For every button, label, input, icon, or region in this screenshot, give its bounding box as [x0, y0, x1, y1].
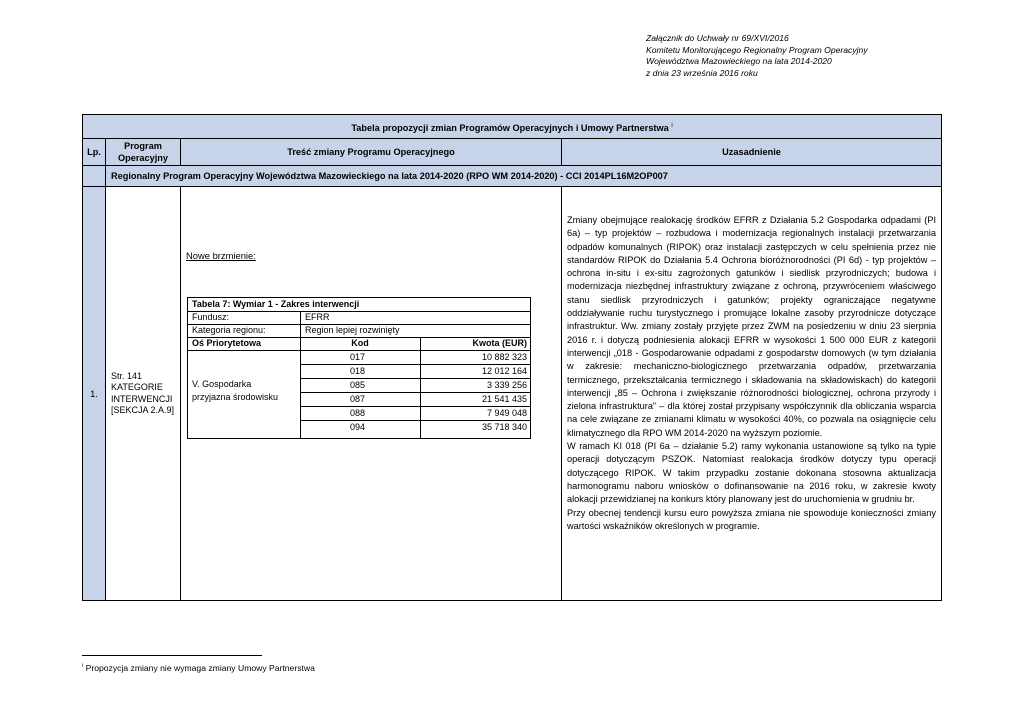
fund-value: EFRR: [305, 312, 330, 322]
header-note: [646, 33, 986, 79]
header-note-line: Komitetu Monitorującego Regionalny Program Operacyjny: [646, 44, 868, 55]
reference-line: KATEGORIE: [111, 382, 163, 392]
region-label: Kategoria regionu:: [192, 325, 266, 335]
header-lp: Lp.: [83, 139, 106, 165]
footnote-reference[interactable]: i: [671, 123, 673, 129]
code-cell: 088: [350, 408, 366, 418]
footnote-separator: [82, 655, 262, 656]
axis-name-line: przyjazna środowisku: [192, 392, 279, 402]
intervention-table: [187, 297, 531, 439]
col-code-header: Kod: [351, 338, 369, 348]
axis-name-line: V. Gospodarka: [192, 379, 252, 389]
code-cell: 087: [350, 394, 366, 404]
fund-label: Fundusz:: [192, 312, 230, 322]
amount-cell: 10 882 323: [481, 352, 527, 362]
col-amount-header: Kwota (EUR): [472, 338, 527, 348]
row-content: [181, 187, 562, 600]
header-content: Treść zmiany Programu Operacyjnego: [181, 139, 562, 165]
row-justification: [562, 187, 941, 600]
justification-paragraph: W ramach KI 018 (PI 6a – działanie 5.2) ramy wykonania ustanowione są tylko na typie operacji dotyczącym PSZOK. Natomiast realokacja środków dotyczy typu operacji dotyczącego RIPOK. W takim przypadku zostanie dokonana stosowna aktualizacja harmonogramu naboru wniosków o dofinansowanie na 2016 roku, w zakresie kwoty alokacji przewidzianej na konkurs który planowany jest do uruchomienia w grudniu br.: [567, 441, 936, 505]
table-title-text: Tabela propozycji zmian Programów Operacyjnych i Umowy Partnerstwa: [351, 123, 669, 134]
proposal-table: [82, 114, 942, 601]
code-cell: 094: [350, 422, 366, 432]
reference-line: Str. 141: [111, 370, 143, 381]
footnote-mark: i: [82, 663, 84, 670]
reference-line: [SEKCJA 2.A.9]: [111, 405, 175, 415]
footnote-text: Propozycja zmiany nie wymaga zmiany Umowy Partnerstwa: [85, 663, 315, 673]
program-row-blank: [83, 166, 106, 186]
code-cell: 085: [350, 380, 366, 390]
amount-cell: 3 339 256: [486, 380, 527, 390]
region-value: Region lepiej rozwinięty: [305, 325, 400, 335]
header-justification: Uzasadnienie: [722, 147, 781, 157]
footnote: [82, 663, 315, 673]
table-header-row: [83, 139, 941, 166]
row-number: 1.: [83, 187, 106, 600]
col-axis-header: Oś Priorytetowa: [192, 338, 262, 348]
code-cell: 017: [350, 352, 366, 362]
header-program: Program Operacyjny: [106, 139, 181, 165]
amount-cell: 12 012 164: [481, 366, 527, 376]
code-cell: 018: [350, 366, 366, 376]
amount-cell: 35 718 340: [481, 422, 527, 432]
reference-line: INTERWENCJI: [111, 393, 173, 404]
amount-cell: 7 949 048: [486, 408, 527, 418]
axis-name: [192, 378, 278, 404]
justification-paragraph: Zmiany obejmujące realokację środków EFRR z Działania 5.2 Gospodarka odpadami (PI 6a) – typ projektów – rozbudowa i modernizacja regionalnych instalacji przetwarzania odpadów komunalnych (RIPOK) oraz instalacji zastępczych w celu spełnienia przez nie standardów RIPOK do Działania 5.4 Ochrona bioróżnorodności (PI 6d) - typ projektów – ochrona in-situ i ex-situ zagrożonych gatunków i siedlisk przyrodniczych; budowa i modernizacja niezbędnej infrastruktury związane z ochroną, przywróceniem właściwego stanu siedlisk przyrodniczych i gatunków; projekty ograniczające negatywne oddziaływanie ruchu turystycznego i promujące lokalne zasoby przyrodnicze dotyczące infrastruktur. Ww. zmiany zostały przyjęte przez ZWM na posiedzeniu w dniu 23 sierpnia 2016 r. i dotyczą podniesienia alokacji EFRR w wysokości 1 500 000 EUR z kategorii interwencji „018 - Gospodarowanie odpadami z gospodarstw domowych (w tym działania w zakresie: mechaniczno-biologicznego przetwarzania odpadów, przetwarzania termicznego, przekształcania termicznego i składowania na składowiskach) do kategorii interwencji „85 – Ochrona i zwiększanie różnorodności biologicznej, ochrona przyrody i zielona infrastruktura” – dla której został przypisany współczynnik dla obliczania wsparcia na cele związane ze zmianami klimatu w wysokości 40%, co pozwala na osiągnięcie celu klimatycznego dla RPO WM 2014-2020 na wyższym poziomie.: [567, 215, 936, 438]
new-wording-label: Nowe brzmienie:: [186, 250, 256, 261]
header-note-line: z dnia 23 września 2016 roku: [646, 67, 758, 78]
header-note-line: Województwa Mazowieckiego na lata 2014-2020: [646, 56, 832, 66]
justification-paragraph: Przy obecnej tendencji kursu euro powyższa zmiana nie spowoduje konieczności zmiany wartości wskaźników określonych w programie.: [567, 507, 936, 531]
table-row: [83, 187, 941, 600]
row-reference: [106, 187, 181, 600]
amount-cell: 21 541 435: [481, 394, 527, 404]
program-row-text: Regionalny Program Operacyjny Województwa Mazowieckiego na lata 2014-2020 (RPO WM 2014-2020) - CCI 2014PL16M2OP007: [111, 171, 668, 181]
header-note-line: Załącznik do Uchwały nr 69/XVI/2016: [646, 33, 789, 43]
intervention-table-title: Tabela 7: Wymiar 1 - Zakres interwencji: [192, 299, 360, 309]
table-title: [83, 115, 941, 139]
program-row: [83, 166, 941, 187]
